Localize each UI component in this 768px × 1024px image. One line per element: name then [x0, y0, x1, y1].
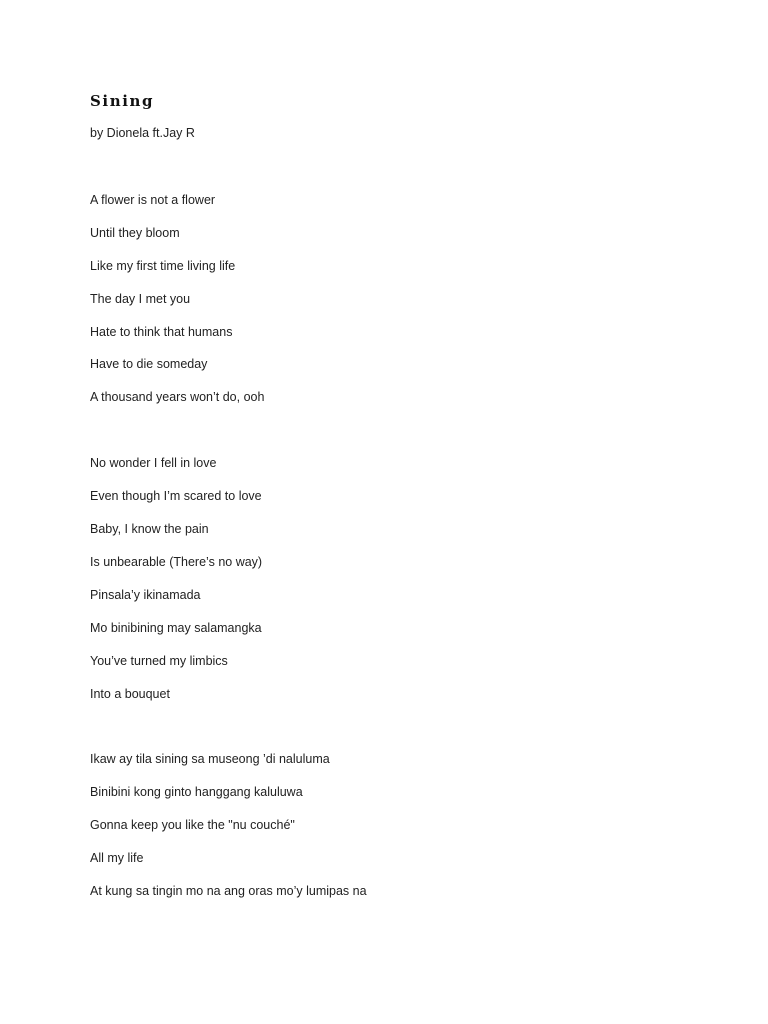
- lyric-line: No wonder I fell in love: [90, 456, 217, 470]
- lyric-line: Baby, I know the pain: [90, 522, 209, 536]
- lyric-line: At kung sa tingin mo na ang oras mo’y lumipas na: [90, 884, 367, 898]
- song-title: Sining: [90, 92, 155, 110]
- lyric-line: A thousand years won’t do, ooh: [90, 390, 265, 404]
- lyric-line: Even though I’m scared to love: [90, 489, 262, 503]
- lyric-line: Mo binibining may salamangka: [90, 621, 262, 635]
- lyric-line: Into a bouquet: [90, 687, 170, 701]
- lyric-line: Until they bloom: [90, 226, 180, 240]
- lyric-line: You’ve turned my limbics: [90, 654, 228, 668]
- lyric-line: Gonna keep you like the "nu couché": [90, 818, 295, 832]
- lyric-line: Hate to think that humans: [90, 325, 233, 339]
- lyric-line: Pinsala’y ikinamada: [90, 588, 201, 602]
- lyric-line: All my life: [90, 851, 144, 865]
- lyric-line: Is unbearable (There’s no way): [90, 555, 263, 569]
- lyric-line: Have to die someday: [90, 357, 208, 371]
- song-author: by Dionela ft.Jay R: [90, 126, 195, 140]
- lyric-line: A flower is not a flower: [90, 193, 216, 207]
- lyric-line: The day I met you: [90, 292, 191, 306]
- lyric-line: Ikaw ay tila sining sa museong ’di naluluma: [90, 752, 330, 766]
- lyric-line: Binibini kong ginto hanggang kaluluwa: [90, 785, 303, 799]
- lyric-line: Like my first time living life: [90, 259, 236, 273]
